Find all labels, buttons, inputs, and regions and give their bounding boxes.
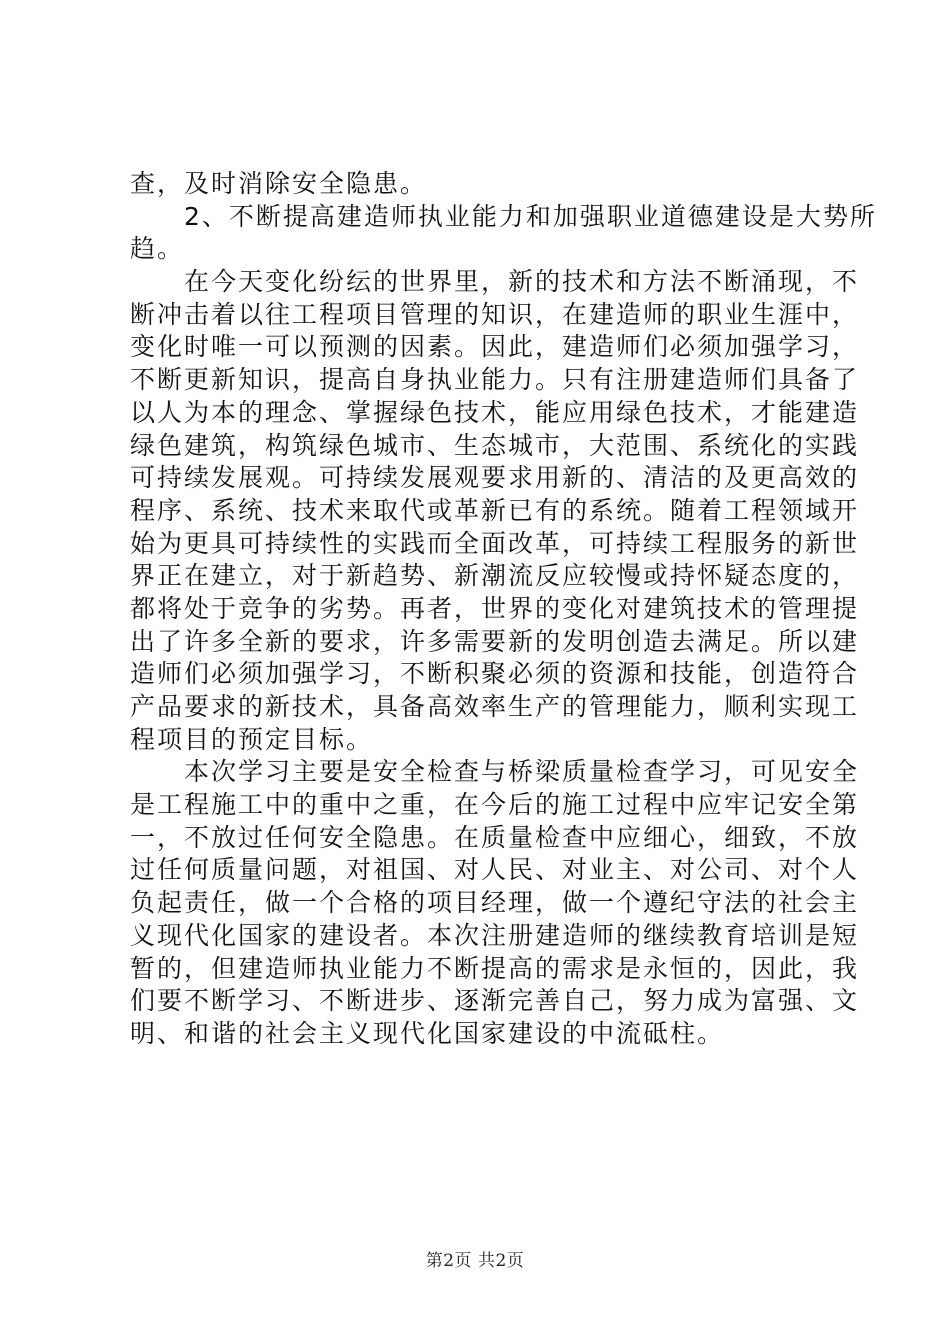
text-line: 绿色建筑，构筑绿色城市、生态城市，大范围、系统化的实践	[130, 430, 860, 460]
text-line: 造师们必须加强学习，不断积聚必须的资源和技能，创造符合	[130, 659, 860, 689]
text-line: 们要不断学习、不断进步、逐渐完善自己，努力成为富强、文	[130, 986, 860, 1016]
text-line: 本次学习主要是安全检查与桥梁质量检查学习，可见安全	[184, 757, 860, 787]
text-line: 界正在建立，对于新趋势、新潮流反应较慢或持怀疑态度的，	[130, 561, 860, 591]
text-line: 都将处于竞争的劣势。再者，世界的变化对建筑技术的管理提	[130, 593, 860, 623]
text-line: 过任何质量问题，对祖国、对人民、对业主、对公司、对个人	[130, 855, 860, 885]
page-number-footer: 第2页 共2页	[425, 1251, 525, 1271]
text-line: 出了许多全新的要求，许多需要新的发明创造去满足。所以建	[130, 626, 860, 656]
text-line: 以人为本的理念、掌握绿色技术，能应用绿色技术，才能建造	[130, 397, 860, 427]
text-line: 是工程施工中的重中之重，在今后的施工过程中应牢记安全第	[130, 790, 860, 820]
text-line: 可持续发展观。可持续发展观要求用新的、清洁的及更高效的	[130, 463, 860, 493]
text-line: 变化时唯一可以预测的因素。因此，建造师们必须加强学习，	[130, 332, 860, 362]
text-line: 断冲击着以往工程项目管理的知识，在建造师的职业生涯中，	[130, 299, 860, 329]
paragraph-3	[130, 266, 860, 756]
text-line: 一，不放过任何安全隐患。在质量检查中应细心，细致，不放	[130, 822, 860, 852]
text-line: 始为更具可持续性的实践而全面改革，可持续工程服务的新世	[130, 528, 860, 558]
text-line: 明、和谐的社会主义现代化国家建设的中流砥柱。	[130, 1018, 725, 1048]
text-line: 产品要求的新技术，具备高效率生产的管理能力，顺利实现工	[130, 692, 860, 721]
text-line: 趋。	[130, 234, 185, 264]
text-line: 在今天变化纷纭的世界里，新的技术和方法不断涌现，不	[184, 267, 860, 297]
text-line: 义现代化国家的建设者。本次注册建造师的继续教育培训是短	[130, 920, 860, 950]
text-line: 不断更新知识，提高自身执业能力。只有注册建造师们具备了	[130, 365, 860, 395]
paragraph-4	[130, 756, 860, 1050]
paragraph-1	[130, 168, 830, 201]
text-line: 暂的，但建造师执业能力不断提高的需求是永恒的，因此，我	[130, 953, 860, 983]
text-line: 查，及时消除安全隐患。	[130, 169, 428, 198]
document-body	[130, 168, 877, 1051]
text-line: 程项目的预定目标。	[130, 724, 374, 754]
text-line: 2、不断提高建造师执业能力和加强职业道德建设是大势所	[184, 201, 877, 231]
text-line: 负起责任，做一个合格的项目经理，做一个遵纪守法的社会主	[130, 888, 860, 918]
paragraph-2	[130, 201, 877, 266]
text-line: 程序、系统、技术来取代或革新已有的系统。随着工程领域开	[130, 495, 860, 525]
